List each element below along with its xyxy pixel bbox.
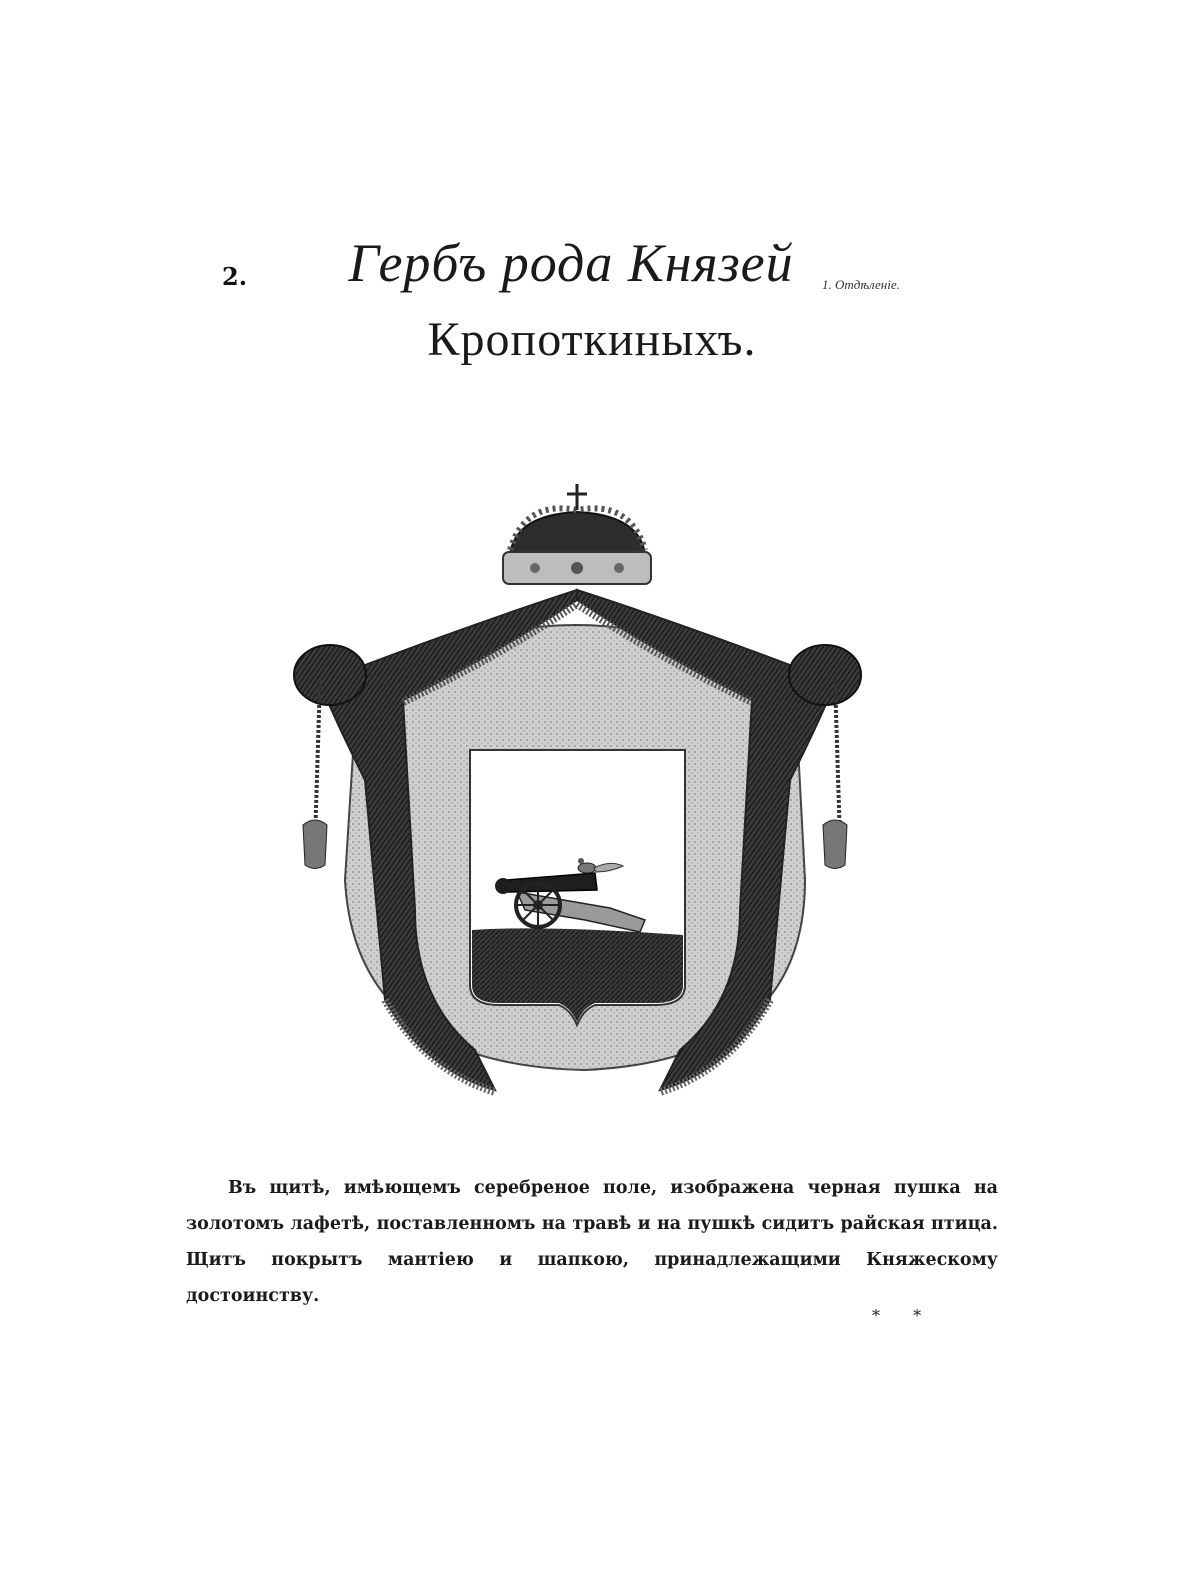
section-note: 1. Отдѣленіе.: [822, 277, 900, 292]
coat-of-arms-illustration: [285, 480, 870, 1100]
description-text: Въ щитѣ, имѣющемъ серебреное поле, изображена черная пушка на золотомъ лафетѣ, поставленномъ на травѣ и на пушкѣ сидитъ райская птица. Щитъ покрытъ мантіею и шапкою, принадлежащими Княжескому достоинству.: [186, 1178, 998, 1306]
page-number: 2.: [222, 262, 248, 291]
title-line-1: Гербъ рода Князей: [348, 233, 794, 293]
title-line-2: Кропоткиныхъ.: [427, 313, 757, 366]
crown: [503, 484, 651, 584]
ornament: * *: [872, 1306, 936, 1325]
